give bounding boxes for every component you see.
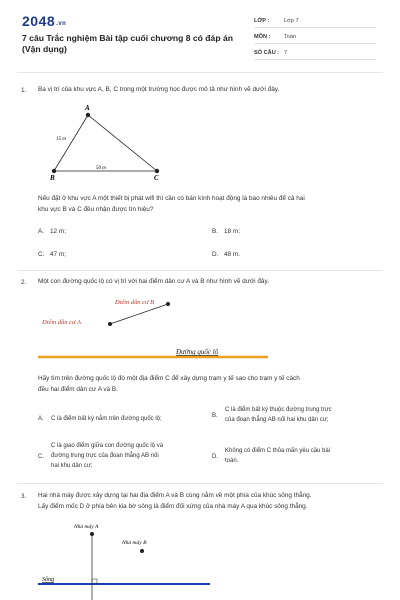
label-point-b: Điểm dân cư B [115,299,155,306]
question-2-option-a[interactable]: A. C là điểm bất kỳ nằm trên đường quốc lộ; [38,416,162,422]
point-b [140,549,144,553]
point-c [155,169,159,173]
point-a [90,532,94,536]
question-1-option-a[interactable]: A. 12 m; [38,228,66,235]
question-1-option-b[interactable]: B. 18 m; [212,228,240,235]
site-logo[interactable]: 2048.vn [22,13,67,29]
river-figure [30,518,230,600]
question-1-option-c[interactable]: C. 47 m; [38,251,66,258]
triangle-figure [40,100,180,180]
page-title: 7 câu Trắc nghiệm Bài tập cuối chương 8 có đáp án (Vận dụng) [22,33,233,54]
meta-question-count: SỐ CÂU : 7 [254,46,376,60]
segment-ab [54,115,88,171]
question-2-subtext: Hãy tìm trên đường quốc lộ đó một địa điểm C để xây dựng trạm y tế sao cho trạm y tế cách đều hai điểm dân cư A và B. [38,375,300,393]
question-3-text: Hai nhà máy được xây dựng tại hai địa điểm A và B cùng nằm về một phía của khúc sông thẳng. Lấy điểm mốc D ở phía bên kia bờ sông là điểm đối xứng của nhà máy A qua khúc sông thẳng. [38,492,312,510]
point-b [52,169,56,173]
question-2-option-b[interactable]: B. C là điểm bất kỳ thuộc đường trung trực của đoạn thẳng AB nối hai khu dân cư; [212,407,332,423]
question-2-option-d[interactable]: D. Không có điểm C thỏa mãn yêu cầu bài toán. [212,448,331,464]
point-a [86,113,90,117]
point-a [108,322,112,326]
point-b [166,302,170,306]
question-2-option-c[interactable]: C. C là giao điểm giữa con đường quốc lộ và đường trung trực của đoạn thẳng AB nối hai khu dân cư; [38,443,164,469]
label-b: B [50,174,55,182]
segment-ab [110,304,168,324]
label-river: Sông [42,577,54,583]
question-2-number: 2. [21,279,27,286]
meta-subject: MÔN : Toán [254,30,376,44]
question-1-option-d[interactable]: D. 48 m. [212,251,240,258]
question-3-number: 3. [21,493,27,500]
question-1-subtext: Nếu đặt ở khu vực A một thiết bị phát wifi thì cần có bán kính hoạt động là bao nhiêu để cả hai khu vực B và C đều nhận được tín hiệu? [38,195,305,213]
label-bc-length: 50 m [96,166,106,171]
question-1-number: 1. [21,87,27,94]
label-factory-a: Nhà máy A [74,524,99,530]
segment-ac [88,115,157,171]
label-ab-length: 15 m [56,137,66,142]
label-point-a: Điểm dân cư A [42,319,81,326]
label-factory-b: Nhà máy B [122,540,147,546]
question-1-text: Ba vị trí của khu vực A, B, C trong một trường học được mô tả như hình vẽ dưới đây. [38,86,280,93]
divider [17,483,383,484]
label-c: C [154,174,159,182]
page-header [0,0,400,66]
label-a: A [85,104,90,112]
divider [17,72,383,73]
meta-class: LỚP : Lớp 7 [254,14,376,28]
label-road: Đường quốc lộ [176,348,219,356]
divider [17,270,383,271]
question-2-text: Một con đường quốc lộ có vị trí với hai điểm dân cư A và B như hình vẽ dưới đây. [38,278,269,285]
road-figure [30,292,290,362]
